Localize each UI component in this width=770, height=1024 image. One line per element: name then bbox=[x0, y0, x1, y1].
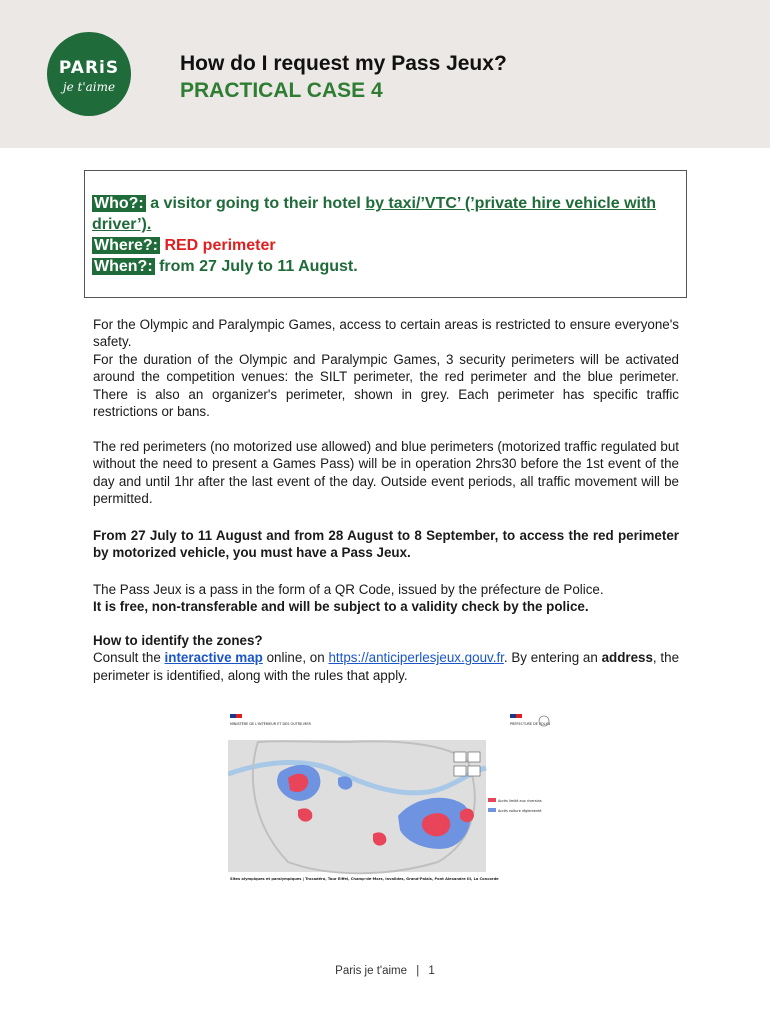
zones-text-c: . By entering an bbox=[503, 650, 602, 666]
ministry-text: MINISTÈRE DE L'INTÉRIEUR ET DES OUTRE-MER bbox=[230, 722, 311, 726]
zones-text bbox=[93, 649, 679, 684]
footer-brand: Paris je t'aime bbox=[335, 965, 408, 977]
zones-text-a: Consult the bbox=[93, 650, 165, 666]
perimeters-line: For the duration of the Olympic and Paralympic Games, 3 security perimeters will be activated around the competition venues: the SILT perimeter, the red perimeter and the blue perimeter. There is also an organizer's perimeter, shown in grey. Each perimeter has specific traffic restrictions or bans. bbox=[93, 351, 679, 420]
pass-required-paragraph: From 27 July to 11 August and from 28 August to 8 September, to access the red perimeter by motorized vehicle, you must have a Pass Jeux. bbox=[93, 528, 679, 561]
who-label: Who?: bbox=[94, 195, 144, 212]
pass-description-line: The Pass Jeux is a pass in the form of a QR Code, issued by the préfecture de Police. bbox=[93, 582, 604, 597]
prefecture-text: PRÉFECTURE DE POLICE bbox=[510, 722, 550, 726]
pass-description-paragraph bbox=[93, 581, 679, 616]
interactive-map-link[interactable]: interactive map bbox=[164, 650, 263, 666]
logo-paris-text: PARiS bbox=[58, 58, 120, 78]
zones-heading: How to identify the zones? bbox=[93, 633, 263, 648]
legend-blue-text: Accès voiture réglementé bbox=[498, 809, 542, 813]
legend-red-swatch bbox=[488, 798, 496, 802]
perimeter-map-image bbox=[228, 712, 550, 884]
when-label: When?: bbox=[94, 258, 153, 275]
address-word: address bbox=[601, 650, 653, 666]
header-band bbox=[0, 0, 770, 148]
ministry-flag-icon bbox=[230, 714, 236, 718]
paris-logo bbox=[47, 32, 131, 116]
legend-icon-paralympic bbox=[454, 766, 466, 776]
prefecture-flag-icon bbox=[510, 714, 516, 718]
where-row bbox=[92, 235, 686, 256]
where-text: RED perimeter bbox=[160, 237, 276, 254]
page-subtitle: PRACTICAL CASE 4 bbox=[180, 79, 383, 102]
legend-blue-swatch bbox=[488, 808, 496, 812]
who-row bbox=[92, 193, 686, 235]
pass-validity-line: It is free, non-transferable and will be subject to a validity check by the police. bbox=[93, 599, 589, 615]
legend-icon-olympic bbox=[454, 752, 466, 762]
when-text: from 27 July to 11 August. bbox=[154, 258, 358, 275]
perimeters-paragraph: The red perimeters (no motorized use allowed) and blue perimeters (motorized traffic regulated but without the need to present a Games Pass) will be in operation 2hrs30 before the 1st event of the day and until 1hr after the last event of the day. Outside event periods, all traffic movement will be permitted. bbox=[93, 439, 679, 507]
map-caption: Sites olympiques et paralympiques | Trocadéro, Tour Eiffel, Champ-de-Mars, Invalides, Grand-Palais, Pont Alexandre III, La Concorde bbox=[230, 877, 499, 881]
footer-page-number: 1 bbox=[428, 965, 435, 977]
zones-paragraph bbox=[93, 632, 679, 684]
perimeter-map-svg bbox=[228, 712, 550, 884]
intro-paragraph bbox=[93, 316, 679, 420]
when-row bbox=[92, 256, 686, 277]
legend-red-text: Accès limité aux riverains bbox=[498, 799, 542, 803]
zones-text-b: online, on bbox=[262, 650, 329, 666]
page-title: How do I request my Pass Jeux? bbox=[180, 52, 507, 75]
who-text: a visitor going to their hotel bbox=[145, 195, 366, 212]
logo-jetaime-text: je t'aime bbox=[62, 80, 116, 94]
intro-line: For the Olympic and Paralympic Games, access to certain areas is restricted to ensure everyone's safety. bbox=[93, 317, 679, 350]
page-footer bbox=[0, 965, 770, 977]
anticiper-url-link[interactable]: https://anticiperlesjeux.gouv.fr bbox=[328, 650, 504, 666]
zones-text-d: , the perimeter is identified, along with the rules that apply. bbox=[93, 650, 680, 683]
footer-separator: | bbox=[416, 965, 420, 977]
case-info-box bbox=[84, 170, 687, 298]
who-transport: by taxi/’VTC’ (’private hire vehicle with driver’). bbox=[92, 195, 657, 233]
where-label: Where?: bbox=[94, 237, 158, 254]
